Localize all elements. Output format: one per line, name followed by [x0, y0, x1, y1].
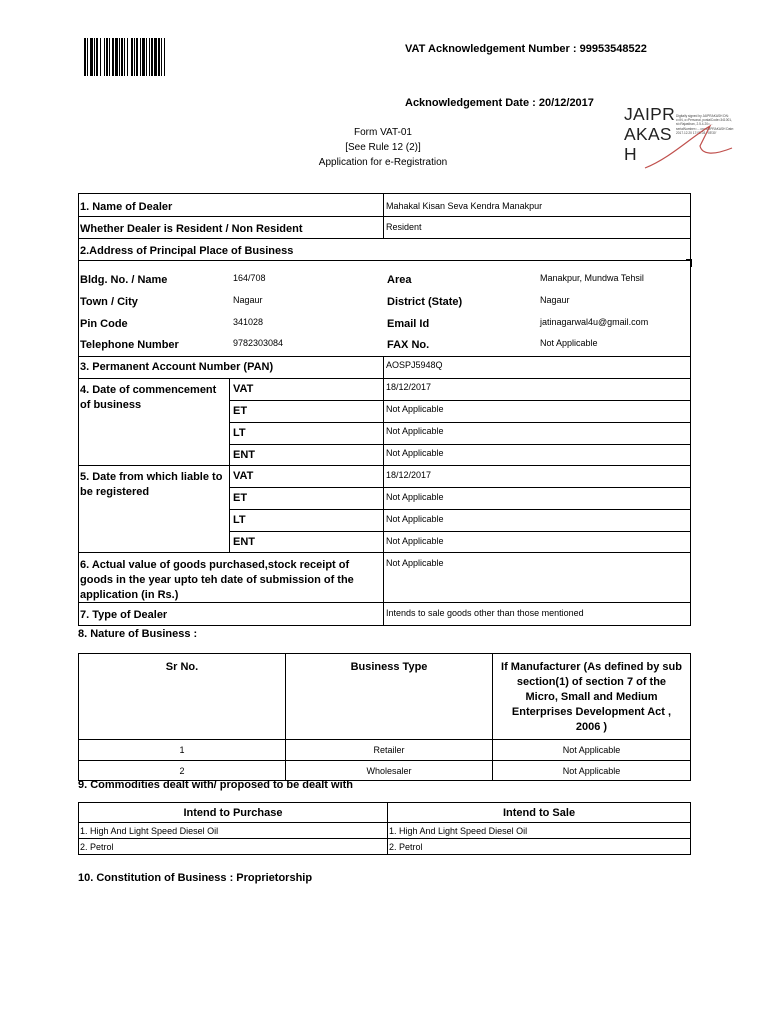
form-purpose: Application for e-Registration — [318, 157, 448, 168]
table-rule — [229, 531, 690, 532]
sale-item-1: 1. High And Light Speed Diesel Oil — [388, 823, 691, 839]
commencement-label: 4. Date of commencement of business — [80, 384, 217, 411]
nature-header-row — [79, 654, 691, 740]
table-rule — [78, 260, 690, 261]
area-label: Area — [387, 274, 412, 286]
table-rule — [78, 465, 690, 466]
table-rule — [691, 259, 692, 267]
signature-details: Digitally signed by JAIPRAKASH DN: c=IN, o=Personal, postalCode=341001, st=Rajasthan, 2.5.4.20=... serialNumber=... cn=JAIPRAKASH Date: 2017.12.20 17:08:03 +05'30' — [676, 114, 734, 135]
dealer-type-label: 7. Type of Dealer — [80, 609, 168, 621]
pin-label: Pin Code — [80, 318, 128, 330]
liable-lt-value: Not Applicable — [386, 514, 444, 524]
nature-table — [78, 653, 691, 781]
liable-label: 5. Date from which liable to be registered — [80, 471, 223, 498]
table-rule — [383, 356, 384, 378]
table-rule — [229, 400, 690, 401]
signature-line-2: AKAS — [624, 124, 672, 144]
commencement-lt-value: Not Applicable — [386, 426, 444, 436]
bldg-value: 164/708 — [233, 273, 266, 283]
table-rule — [229, 487, 690, 488]
nature-srno-1: 1 — [79, 740, 286, 761]
town-value: Nagaur — [233, 295, 263, 305]
resident-value: Resident — [386, 222, 422, 232]
ack-date: Acknowledgement Date : 20/12/2017 — [405, 97, 594, 109]
table-rule — [229, 509, 690, 510]
commodities-title: 9. Commodities dealt with/ proposed to be dealt with — [78, 779, 354, 791]
table-rule — [78, 216, 690, 217]
signature-stroke — [640, 118, 740, 178]
commencement-ent-value: Not Applicable — [386, 448, 444, 458]
signature-line-3: H — [624, 144, 637, 164]
table-row — [79, 740, 691, 761]
nature-type-2: Wholesaler — [286, 761, 493, 781]
commencement-et-value: Not Applicable — [386, 404, 444, 414]
commodities-header-purchase: Intend to Purchase — [79, 803, 388, 823]
table-rule — [383, 193, 384, 238]
liable-et-value: Not Applicable — [386, 492, 444, 502]
commencement-vat-label: VAT — [233, 383, 254, 395]
table-rule — [78, 378, 690, 379]
district-label: District (State) — [387, 296, 463, 308]
liable-vat-label: VAT — [233, 470, 254, 482]
nature-manufacturer-2: Not Applicable — [493, 761, 691, 781]
signature-line-1: JAIPR — [624, 104, 676, 124]
email-label: Email Id — [387, 318, 430, 330]
nature-header-type: Business Type — [286, 654, 493, 740]
nature-srno-2: 2 — [79, 761, 286, 781]
liable-lt-label: LT — [233, 514, 246, 526]
nature-manufacturer-1: Not Applicable — [493, 740, 691, 761]
table-rule — [78, 238, 690, 239]
commencement-et-label: ET — [233, 405, 248, 417]
liable-ent-label: ENT — [233, 536, 255, 548]
sale-item-2: 2. Petrol — [388, 839, 691, 855]
commodities-header-sale: Intend to Sale — [388, 803, 691, 823]
ack-number: VAT Acknowledgement Number : 99953548522 — [405, 43, 647, 55]
table-rule — [229, 422, 690, 423]
fax-label: FAX No. — [387, 339, 430, 351]
constitution: 10. Constitution of Business : Proprietorship — [78, 872, 313, 884]
actual-value-label: 6. Actual value of goods purchased,stock receipt of goods in the year upto teh date of submission of the application (in Rs.) — [80, 559, 354, 601]
form-rule: [See Rule 12 (2)] — [345, 142, 421, 153]
email-value: jatinagarwal4u@gmail.com — [540, 317, 649, 327]
phone-value: 9782303084 — [233, 338, 284, 348]
commodities-header-row — [79, 803, 691, 823]
table-row — [79, 761, 691, 781]
bldg-label: Bldg. No. / Name — [80, 274, 168, 286]
district-value: Nagaur — [540, 295, 570, 305]
address-label: 2.Address of Principal Place of Business — [80, 245, 294, 257]
table-rule — [383, 378, 384, 626]
table-rule — [229, 444, 690, 445]
nature-header-manufacturer: If Manufacturer (As defined by sub section(1) of section 7 of the Micro, Small and Medium Enterprises Development Act , 2006 ) — [493, 654, 691, 740]
liable-et-label: ET — [233, 492, 248, 504]
commodities-table — [78, 802, 691, 855]
nature-title: 8. Nature of Business : — [78, 628, 198, 640]
form-number: Form VAT-01 — [354, 127, 412, 138]
table-rule — [78, 193, 79, 626]
name-value: Mahakal Kisan Seva Kendra Manakpur — [386, 201, 543, 211]
pin-value: 341028 — [233, 317, 264, 327]
table-rule — [78, 625, 690, 626]
pan-label: 3. Permanent Account Number (PAN) — [80, 361, 274, 373]
liable-vat-value: 18/12/2017 — [386, 470, 432, 480]
dealer-type-value: Intends to sale goods other than those mentioned — [386, 608, 584, 618]
commencement-ent-label: ENT — [233, 449, 255, 461]
nature-header-srno: Sr No. — [79, 654, 286, 740]
table-rule — [229, 378, 230, 552]
commencement-vat-value: 18/12/2017 — [386, 382, 432, 392]
table-rule — [78, 193, 690, 194]
area-value: Manakpur, Mundwa Tehsil — [540, 273, 644, 283]
table-rule — [690, 193, 691, 626]
table-row — [79, 823, 691, 839]
purchase-item-1: 1. High And Light Speed Diesel Oil — [79, 823, 388, 839]
form-heading — [300, 125, 466, 170]
town-label: Town / City — [80, 296, 138, 308]
actual-value: Not Applicable — [386, 558, 444, 568]
liable-ent-value: Not Applicable — [386, 536, 444, 546]
name-label: 1. Name of Dealer — [80, 201, 173, 213]
commencement-lt-label: LT — [233, 427, 246, 439]
table-row — [79, 839, 691, 855]
barcode — [84, 38, 200, 76]
pan-value: AOSPJ5948Q — [386, 360, 443, 370]
purchase-item-2: 2. Petrol — [79, 839, 388, 855]
phone-label: Telephone Number — [80, 339, 179, 351]
fax-value: Not Applicable — [540, 338, 598, 348]
resident-label: Whether Dealer is Resident / Non Resident — [80, 223, 303, 235]
table-rule — [78, 356, 690, 357]
nature-type-1: Retailer — [286, 740, 493, 761]
table-rule — [78, 552, 690, 553]
